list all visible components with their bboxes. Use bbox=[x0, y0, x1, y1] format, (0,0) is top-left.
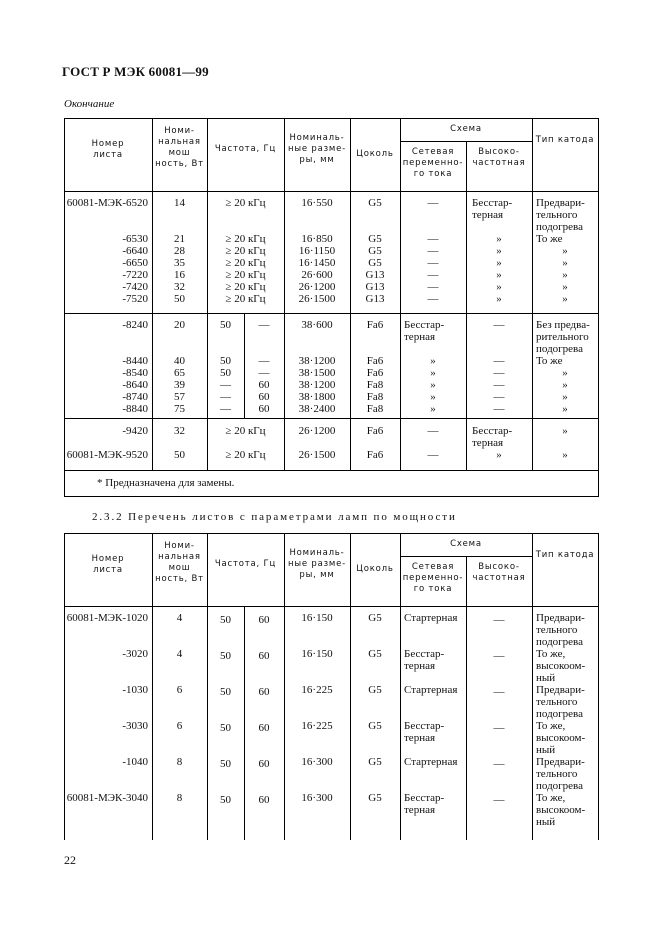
header-frequency: Частота, Гц bbox=[214, 559, 277, 569]
table-row-sheet-no: -6650 bbox=[122, 257, 148, 269]
table-row-frequency-50: 50 bbox=[220, 722, 231, 734]
header-high-frequency: Высоко- bbox=[478, 562, 520, 572]
table-row-cathode: высокоом- bbox=[536, 660, 586, 672]
table-row-dimensions: 16·150 bbox=[301, 648, 333, 660]
table-row-frequency: ≥ 20 кГц bbox=[225, 425, 266, 437]
table-row-mains: Бесстар- bbox=[404, 720, 445, 732]
header-power: ность, Вт bbox=[155, 159, 204, 169]
table-row-high-frequency: » bbox=[496, 293, 502, 305]
table-row-cathode: Предвари- bbox=[536, 684, 585, 696]
header-sheet-no: листа bbox=[93, 565, 123, 575]
table-row-mains: » bbox=[430, 367, 436, 379]
table-row-high-frequency: » bbox=[496, 257, 502, 269]
table-row-sheet-no: 60081-МЭК-6520 bbox=[66, 197, 148, 209]
table-row-frequency-60: — bbox=[258, 319, 270, 331]
table-row-base: Fa6 bbox=[366, 425, 384, 437]
table-row-power: 40 bbox=[174, 355, 185, 367]
header-power: нальная bbox=[158, 552, 201, 562]
table-row-power: 8 bbox=[176, 792, 183, 804]
table-row-cathode: подогрева bbox=[536, 221, 583, 233]
table-row-high-frequency: — bbox=[493, 355, 505, 367]
table-row-mains: терная bbox=[404, 331, 436, 343]
table-row-power: 8 bbox=[176, 756, 183, 768]
table-row-frequency-50: 50 bbox=[220, 319, 231, 331]
header-power: Номи- bbox=[164, 126, 195, 136]
table-row-power: 50 bbox=[174, 293, 185, 305]
header-power: ность, Вт bbox=[155, 574, 204, 584]
table-row-cathode: ный bbox=[536, 744, 556, 756]
table-row-cathode: То же, bbox=[536, 792, 566, 804]
header-high-frequency: частотная bbox=[472, 573, 526, 583]
page-number: 22 bbox=[64, 853, 76, 867]
table-row-cathode: » bbox=[562, 281, 568, 293]
table-row-mains: терная bbox=[404, 804, 436, 816]
table-row-frequency-50: 50 bbox=[220, 367, 231, 379]
table-row-power: 39 bbox=[174, 379, 185, 391]
table-row-mains: терная bbox=[404, 660, 436, 672]
table-row-frequency: ≥ 20 кГц bbox=[225, 197, 266, 209]
table-row-cathode: высокоом- bbox=[536, 804, 586, 816]
table-row-base: G13 bbox=[365, 281, 385, 293]
table-row-base: Fa8 bbox=[366, 403, 384, 415]
table-row-dimensions: 16·300 bbox=[301, 756, 333, 768]
table-row-frequency-50: 50 bbox=[220, 355, 231, 367]
table-row-power: 50 bbox=[174, 449, 185, 461]
header-dimensions: ные разме- bbox=[287, 559, 347, 569]
table-row-dimensions: 26·1200 bbox=[298, 425, 336, 437]
table-row-dimensions: 16·850 bbox=[301, 233, 333, 245]
table-row-power: 32 bbox=[174, 425, 185, 437]
table-row-dimensions: 16·150 bbox=[301, 612, 333, 624]
table-row-cathode: » bbox=[562, 257, 568, 269]
table-row-mains: — bbox=[427, 197, 439, 209]
table-row-dimensions: 26·1500 bbox=[298, 293, 336, 305]
table-row-dimensions: 38·600 bbox=[301, 319, 333, 331]
header-sheet-no: Номер bbox=[91, 139, 125, 149]
table-row-base: G5 bbox=[368, 684, 382, 696]
table-row-power: 28 bbox=[174, 245, 185, 257]
table-row-cathode: То же, bbox=[536, 648, 566, 660]
table-row-frequency-60: 60 bbox=[258, 614, 270, 626]
table-row-high-frequency: — bbox=[493, 367, 505, 379]
table-row-frequency-50: — bbox=[220, 379, 231, 391]
table-row-cathode: То же, bbox=[536, 720, 566, 732]
table-row-sheet-no: -7220 bbox=[122, 269, 148, 281]
header-scheme: Схема bbox=[450, 539, 482, 549]
table-row-cathode: То же bbox=[536, 355, 563, 367]
table-row-power: 20 bbox=[174, 319, 185, 331]
table-row-cathode: » bbox=[562, 293, 568, 305]
table-row-cathode: высокоом- bbox=[536, 732, 586, 744]
table-row-frequency-50: 50 bbox=[220, 686, 231, 698]
table-row-dimensions: 38·1800 bbox=[298, 391, 336, 403]
table-row-high-frequency: — bbox=[493, 403, 505, 415]
table-row-cathode: подогрева bbox=[536, 780, 583, 792]
table-row-mains: Бесстар- bbox=[404, 792, 445, 804]
table-row-sheet-no: -6530 bbox=[122, 233, 148, 245]
table-row-cathode: рительного bbox=[536, 331, 589, 343]
table-row-dimensions: 26·1500 bbox=[298, 449, 336, 461]
table-row-mains: Стартерная bbox=[404, 756, 458, 768]
table-row-dimensions: 16·550 bbox=[301, 197, 333, 209]
section-title: 2.3.2 Перечень листов с параметрами ламп по мощности bbox=[92, 511, 457, 523]
table-row-frequency-50: 50 bbox=[220, 614, 231, 626]
table-row-high-frequency: — bbox=[493, 722, 505, 734]
table-row-sheet-no: -6640 bbox=[122, 245, 148, 257]
table-row-power: 4 bbox=[176, 612, 183, 624]
table-row-frequency: ≥ 20 кГц bbox=[225, 269, 266, 281]
table-row-mains: — bbox=[427, 425, 439, 437]
table-row-mains: » bbox=[430, 379, 436, 391]
table-row-mains: — bbox=[427, 245, 439, 257]
table-row-mains: » bbox=[430, 355, 436, 367]
table-row-cathode: » bbox=[562, 367, 568, 379]
table-row-sheet-no: -1040 bbox=[122, 756, 148, 768]
table-row-sheet-no: -9420 bbox=[122, 425, 148, 437]
table-row-power: 65 bbox=[174, 367, 185, 379]
table-row-power: 75 bbox=[174, 403, 185, 415]
table-row-cathode: Предвари- bbox=[536, 197, 585, 209]
table-row-power: 6 bbox=[176, 720, 183, 732]
table-row-base: G5 bbox=[368, 792, 382, 804]
document-header: ГОСТ Р МЭК 60081—99 bbox=[62, 64, 209, 79]
table-row-sheet-no: -8240 bbox=[122, 319, 148, 331]
table-row-dimensions: 16·300 bbox=[301, 792, 333, 804]
table-row-cathode: ный bbox=[536, 672, 556, 684]
table-row-dimensions: 26·600 bbox=[301, 269, 333, 281]
table-row-frequency-60: 60 bbox=[258, 794, 270, 806]
table-row-frequency-60: 60 bbox=[258, 379, 270, 391]
table-row-high-frequency: — bbox=[493, 614, 505, 626]
table-row-sheet-no: -7420 bbox=[122, 281, 148, 293]
table-row-frequency-60: 60 bbox=[258, 758, 270, 770]
header-base: Цоколь bbox=[356, 564, 394, 574]
table-row-cathode: тельного bbox=[536, 768, 578, 780]
table-row-power: 57 bbox=[174, 391, 185, 403]
table-row-cathode: » bbox=[562, 391, 568, 403]
table-row-mains: Стартерная bbox=[404, 612, 458, 624]
table-row-frequency-50: — bbox=[220, 403, 231, 415]
table-row-sheet-no: 60081-МЭК-1020 bbox=[66, 612, 148, 624]
table-row-mains: — bbox=[427, 257, 439, 269]
table-row-base: G5 bbox=[368, 720, 382, 732]
table-row-dimensions: 38·2400 bbox=[298, 403, 336, 415]
header-power: мош bbox=[168, 148, 191, 158]
table-row-frequency: ≥ 20 кГц bbox=[225, 449, 266, 461]
continuation-label: Окончание bbox=[64, 98, 115, 110]
table-row-base: G13 bbox=[365, 293, 385, 305]
table-row-base: Fa6 bbox=[366, 355, 384, 367]
table-row-high-frequency: терная bbox=[472, 209, 504, 221]
table-row-frequency: ≥ 20 кГц bbox=[225, 281, 266, 293]
table-row-base: Fa6 bbox=[366, 449, 384, 461]
table-footnote: * Предназначена для замены. bbox=[97, 477, 235, 489]
header-dimensions: ные разме- bbox=[287, 144, 347, 154]
table-row-sheet-no: -8640 bbox=[122, 379, 148, 391]
table-row-mains: — bbox=[427, 293, 439, 305]
table-row-power: 6 bbox=[176, 684, 183, 696]
table-row-cathode: тельного bbox=[536, 696, 578, 708]
table-row-base: G5 bbox=[368, 612, 382, 624]
header-mains: го тока bbox=[413, 584, 453, 594]
table-row-mains: — bbox=[427, 233, 439, 245]
table-row-cathode: » bbox=[562, 245, 568, 257]
table-row-cathode: Предвари- bbox=[536, 756, 585, 768]
table-row-sheet-no: 60081-МЭК-3040 bbox=[66, 792, 148, 804]
table-row-sheet-no: -3020 bbox=[122, 648, 148, 660]
table-row-high-frequency: Бесстар- bbox=[472, 197, 513, 209]
header-sheet-no: Номер bbox=[91, 554, 125, 564]
header-mains: Сетевая bbox=[411, 147, 455, 157]
table-row-mains: — bbox=[427, 281, 439, 293]
table-row-cathode: » bbox=[562, 403, 568, 415]
header-dimensions: Номиналь- bbox=[289, 548, 345, 558]
header-power: мош bbox=[168, 563, 191, 573]
table-row-frequency-50: 50 bbox=[220, 650, 231, 662]
table-row-power: 35 bbox=[174, 257, 185, 269]
table-row-sheet-no: -8840 bbox=[122, 403, 148, 415]
table-row-sheet-no: -7520 bbox=[122, 293, 148, 305]
header-mains: го тока bbox=[413, 169, 453, 179]
header-dimensions: ры, мм bbox=[299, 570, 335, 580]
table-row-dimensions: 16·1150 bbox=[298, 245, 336, 257]
table-row-cathode: подогрева bbox=[536, 343, 583, 355]
table-row-high-frequency: — bbox=[493, 391, 505, 403]
table-row-high-frequency: — bbox=[493, 379, 505, 391]
table-row-cathode: тельного bbox=[536, 209, 578, 221]
table-row-sheet-no: -1030 bbox=[122, 684, 148, 696]
table-row-sheet-no: 60081-МЭК-9520 bbox=[66, 449, 148, 461]
header-frequency: Частота, Гц bbox=[214, 144, 277, 154]
table-row-high-frequency: терная bbox=[472, 437, 504, 449]
table-row-cathode: подогрева bbox=[536, 636, 583, 648]
table-row-dimensions: 38·1500 bbox=[298, 367, 336, 379]
table-row-frequency-60: — bbox=[258, 355, 270, 367]
table-row-high-frequency: » bbox=[496, 233, 502, 245]
header-mains: переменно- bbox=[402, 573, 464, 583]
table-row-sheet-no: -8440 bbox=[122, 355, 148, 367]
table-row-high-frequency: — bbox=[493, 319, 505, 331]
table-row-base: G5 bbox=[368, 756, 382, 768]
table-row-power: 14 bbox=[174, 197, 185, 209]
header-high-frequency: частотная bbox=[472, 158, 526, 168]
table-row-high-frequency: — bbox=[493, 794, 505, 806]
table-row-frequency-50: — bbox=[220, 391, 231, 403]
table-row-frequency-60: 60 bbox=[258, 650, 270, 662]
table-row-base: G5 bbox=[368, 233, 382, 245]
table-row-sheet-no: -3030 bbox=[122, 720, 148, 732]
table-row-dimensions: 16·225 bbox=[301, 720, 333, 732]
table-row-frequency-60: 60 bbox=[258, 403, 270, 415]
table-row-frequency-60: 60 bbox=[258, 686, 270, 698]
table-row-power: 32 bbox=[174, 281, 185, 293]
table-row-high-frequency: — bbox=[493, 758, 505, 770]
table-row-high-frequency: » bbox=[496, 281, 502, 293]
table-row-mains: — bbox=[427, 449, 439, 461]
table-row-high-frequency: — bbox=[493, 650, 505, 662]
table-row-base: G5 bbox=[368, 648, 382, 660]
table-row-cathode: тельного bbox=[536, 624, 578, 636]
table-row-high-frequency: » bbox=[496, 269, 502, 281]
table-row-frequency-60: 60 bbox=[258, 391, 270, 403]
table-row-sheet-no: -8540 bbox=[122, 367, 148, 379]
table-row-high-frequency: » bbox=[496, 245, 502, 257]
table-row-base: Fa6 bbox=[366, 319, 384, 331]
table-row-base: Fa6 bbox=[366, 367, 384, 379]
table-row-dimensions: 16·225 bbox=[301, 684, 333, 696]
header-cathode: Тип катода bbox=[535, 135, 595, 145]
table-row-cathode: Предвари- bbox=[536, 612, 585, 624]
table-row-base: G5 bbox=[368, 197, 382, 209]
table-row-cathode: » bbox=[562, 379, 568, 391]
table-row-cathode: » bbox=[562, 449, 568, 461]
header-dimensions: Номиналь- bbox=[289, 133, 345, 143]
header-sheet-no: листа bbox=[93, 150, 123, 160]
table-row-high-frequency: Бесстар- bbox=[472, 425, 513, 437]
table-row-power: 21 bbox=[174, 233, 185, 245]
header-mains: Сетевая bbox=[411, 562, 455, 572]
table-row-frequency-50: 50 bbox=[220, 758, 231, 770]
table-row-sheet-no: -8740 bbox=[122, 391, 148, 403]
table-row-mains: Стартерная bbox=[404, 684, 458, 696]
table-row-frequency-50: 50 bbox=[220, 794, 231, 806]
header-base: Цоколь bbox=[356, 149, 394, 159]
table-row-frequency: ≥ 20 кГц bbox=[225, 245, 266, 257]
table-row-mains: Бесстар- bbox=[404, 319, 445, 331]
header-mains: переменно- bbox=[402, 158, 464, 168]
table-row-base: G5 bbox=[368, 257, 382, 269]
header-scheme: Схема bbox=[450, 124, 482, 134]
table-row-mains: » bbox=[430, 403, 436, 415]
table-row-base: Fa8 bbox=[366, 379, 384, 391]
header-power: нальная bbox=[158, 137, 201, 147]
header-power: Номи- bbox=[164, 541, 195, 551]
header-cathode: Тип катода bbox=[535, 550, 595, 560]
table-row-cathode: подогрева bbox=[536, 708, 583, 720]
table-row-mains: — bbox=[427, 269, 439, 281]
table-row-power: 16 bbox=[174, 269, 185, 281]
table-row-cathode: » bbox=[562, 269, 568, 281]
header-dimensions: ры, мм bbox=[299, 155, 335, 165]
table-row-base: G5 bbox=[368, 245, 382, 257]
table-row-dimensions: 38·1200 bbox=[298, 355, 336, 367]
table-row-frequency: ≥ 20 кГц bbox=[225, 293, 266, 305]
table-row-cathode: То же bbox=[536, 233, 563, 245]
table-row-base: G13 bbox=[365, 269, 385, 281]
table-row-frequency-60: — bbox=[258, 367, 270, 379]
table-row-power: 4 bbox=[176, 648, 183, 660]
header-high-frequency: Высоко- bbox=[478, 147, 520, 157]
table-row-frequency: ≥ 20 кГц bbox=[225, 257, 266, 269]
table-row-mains: Бесстар- bbox=[404, 648, 445, 660]
table-row-mains: терная bbox=[404, 732, 436, 744]
table-row-dimensions: 38·1200 bbox=[298, 379, 336, 391]
table-row-cathode: ный bbox=[536, 816, 556, 828]
table-row-frequency-60: 60 bbox=[258, 722, 270, 734]
table-row-cathode: Без предва- bbox=[536, 319, 590, 331]
table-row-base: Fa8 bbox=[366, 391, 384, 403]
table-row-dimensions: 26·1200 bbox=[298, 281, 336, 293]
table-row-dimensions: 16·1450 bbox=[298, 257, 336, 269]
table-row-mains: » bbox=[430, 391, 436, 403]
table-row-high-frequency: » bbox=[496, 449, 502, 461]
table-row-high-frequency: — bbox=[493, 686, 505, 698]
table-row-frequency: ≥ 20 кГц bbox=[225, 233, 266, 245]
table-row-cathode: » bbox=[562, 425, 568, 437]
